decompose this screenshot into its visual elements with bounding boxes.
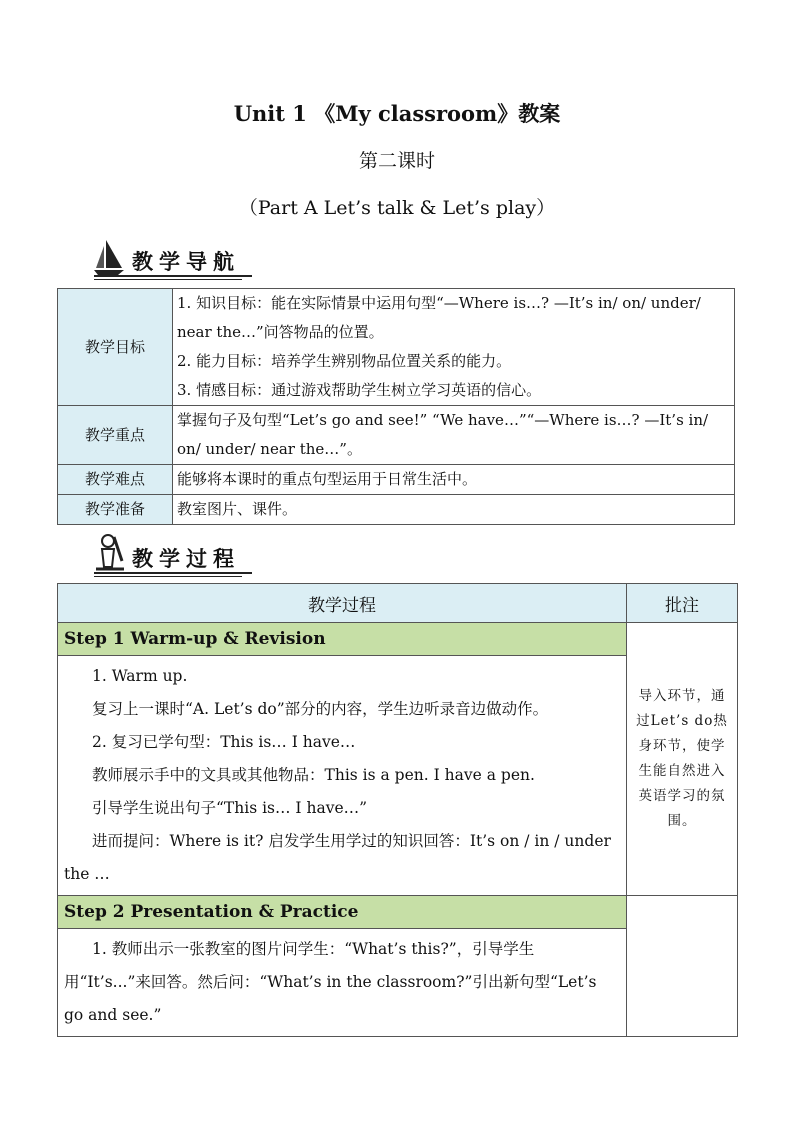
keypoints-head: 教学重点 [58,406,173,465]
document-title: Unit 1 《My classroom》教案 [233,101,561,126]
process-table [57,583,738,1037]
step1-line: 进而提问：Where is it? 启发学生用学过的知识回答：It’s on / in / under the … [64,832,611,883]
step1-line: 复习上一课时“A. Let’s do”部分的内容，学生边听录音边做动作。 [92,700,549,718]
step2-note [627,896,738,1037]
step1-title: Step 1 Warm-up & Revision [58,623,627,656]
pencil-figure-icon [92,533,128,575]
preparation-head: 教学准备 [58,495,173,525]
goal-line: 2. 能力目标：培养学生辨别物品位置关系的能力。 [177,352,512,370]
step2-title: Step 2 Presentation & Practice [58,896,627,929]
difficulty-head: 教学难点 [58,465,173,495]
goals-table [57,288,735,525]
section-banner-navigation [92,236,252,280]
col-process-header: 教学过程 [58,584,627,623]
difficulty-cell: 能够将本课时的重点句型运用于日常生活中。 [173,465,735,495]
lesson-subtitle: 第二课时 [358,150,435,172]
banner-label: 教学导航 [132,250,240,274]
step2-body [58,929,627,1037]
sailboat-icon [92,236,128,278]
goals-head: 教学目标 [58,289,173,406]
step1-note: 导入环节，通过Let’s do热身环节，使学生能自然进入英语学习的氛围。 [627,623,738,896]
preparation-cell: 教室图片、课件。 [173,495,735,525]
step1-line: 1. Warm up. [92,667,188,685]
step1-line: 引导学生说出句子“This is… I have…” [92,799,368,817]
section-banner-process [92,533,252,577]
banner-label: 教学过程 [132,547,240,571]
col-note-header: 批注 [627,584,738,623]
step1-line: 2. 复习已学句型：This is… I have… [92,733,356,751]
goals-cell [173,289,735,406]
lesson-part: （Part A Let’s talk & Let’s play） [238,197,556,219]
step1-line: 教师展示手中的文具或其他物品：This is a pen. I have a pen. [92,766,535,784]
goal-line: 3. 情感目标：通过游戏帮助学生树立学习英语的信心。 [177,381,542,399]
step2-line: 1. 教师出示一张教室的图片问学生：“What’s this?”，引导学生用“It’s...”来回答。然后问：“What’s in the classroom?”引出新句型“Let’s go and see.” [64,940,597,1024]
step1-body [58,656,627,896]
goal-line: 1. 知识目标：能在实际情景中运用句型“—Where is…? —It’s in/ on/ under/ near the…”问答物品的位置。 [177,294,701,341]
keypoints-cell: 掌握句子及句型“Let’s go and see!” “We have…”“—Where is…? —It’s in/ on/ under/ near the…”。 [173,406,735,465]
